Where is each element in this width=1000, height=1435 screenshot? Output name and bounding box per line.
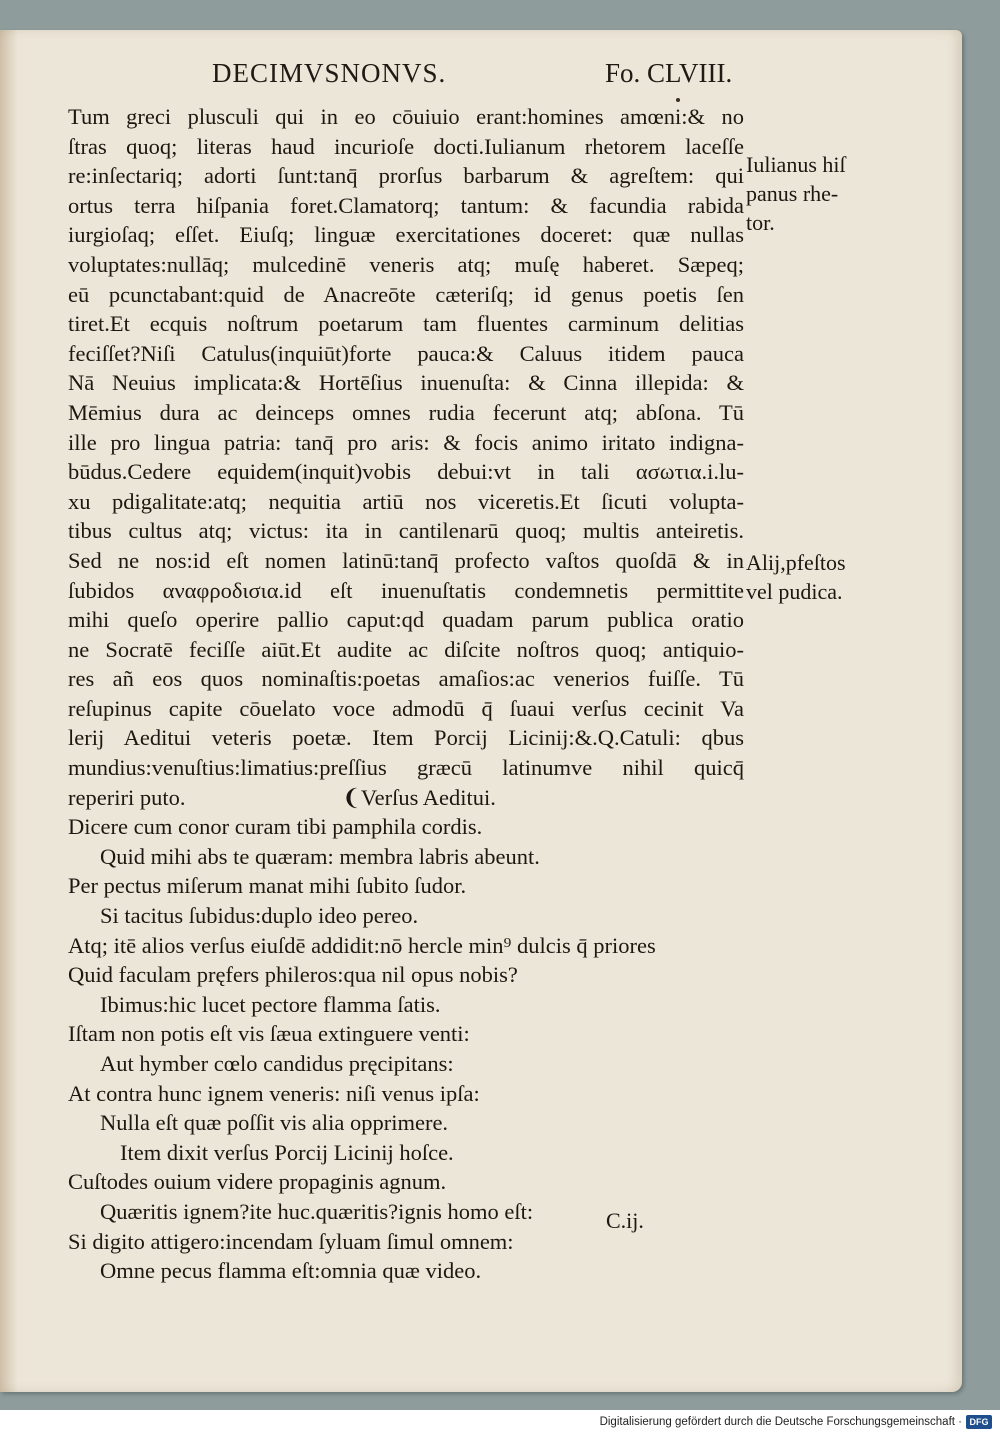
text-line: reſupinus capite cōuelato voce admodū q̄ ſuaui verſus cecinit Va [68, 695, 744, 721]
verse-line: Per pectus miſerum manat mihi ſubito ſudor. [68, 873, 467, 899]
text-line: Sed ne nos:id eſt nomen latinū:tanq̄ profecto vaſtos quoſdā & in [68, 547, 744, 573]
verse-line: Si digito attigero:incendam ſyluam ſimul omnem: [68, 1228, 514, 1254]
text-line: Tum greci plusculi qui in eo cōuiuio erant:homines amœni:& no [68, 104, 744, 129]
text-line: xu pdigalitate:atq; nequitia artiū nos viceretis.Et ſicuti volupta- [68, 488, 744, 514]
text-line: re:inſectariq; adorti ſunt:tanq̄ prorſus barbarum & agreſtem: qui [68, 163, 744, 189]
verse-line: Iſtam non potis eſt vis ſæua extinguere venti: [68, 1021, 470, 1047]
verse-line: Si tacitus ſubidus:duplo ideo pereo. [100, 903, 419, 929]
verse-line: Quid faculam pręfers phileros:qua nil opus nobis? [68, 962, 518, 988]
funding-credit: Digitalisierung gefördert durch die Deutsche Forschungsgemeinschaft · [599, 1416, 962, 1428]
text-line: res añ eos quos nominaſtis:poetas amaſios:ac venerios fuiſſe. Tū [68, 666, 744, 692]
marginal-note-line: tor. [746, 210, 775, 235]
text-line: iurgioſaq; eſſet. Eiuſq; linguæ exercitationes doceret: quæ nullas [68, 222, 744, 248]
text-line: mihi queſo operire pallio caput:qd quadam parum publica oratio [68, 607, 744, 633]
text-line: mundius:venuſtius:limatius:preſſius græcū latinumve nihil quicq̄ [68, 755, 744, 781]
dfg-logo: DFG [966, 1415, 992, 1429]
text-line-end: reperiri puto. [68, 784, 186, 810]
signature-mark: C.ij. [606, 1208, 644, 1233]
page-gutter-shadow [0, 30, 18, 1392]
text-line: voluptates:nullāq; mulcedinē veneris atq; muſę haberet. Sæpeq; [68, 251, 744, 277]
text-line: ſtras quoq; literas haud incurioſe docti.Iulianum rhetorem laceſſe [68, 133, 744, 159]
marginal-note-alij [746, 548, 956, 606]
text-line: būdus.Cedere equidem(inquit)vobis debui:vt in tali ασωτια.i.lu- [68, 459, 744, 485]
verse-line: Ibimus:hic lucet pectore flamma ſatis. [100, 991, 441, 1017]
text-line: feciſſet?Niſi Catulus(inquiūt)forte pauca:& Caluus itidem pauca [68, 340, 744, 366]
verse-line: Cuſtodes ouium videre propaginis agnum. [68, 1169, 447, 1195]
digitization-footer [0, 1410, 1000, 1435]
page-header [0, 58, 962, 98]
marginal-note-julianus [746, 150, 956, 237]
marginal-note-line: vel pudica. [746, 579, 843, 604]
verse-line: Dicere cum conor curam tibi pamphila cordis. [68, 814, 483, 840]
verse-line: Quæritis ignem?ite huc.quæritis?ignis homo eſt: [100, 1198, 534, 1224]
text-line: lerij Aeditui veteris poetæ. Item Porcij Licinij:&.Q.Catuli: qbus [68, 725, 744, 751]
text-line: tibus cultus atq; victus: ita in cantilenarū quoq; multis anteiretis. [68, 518, 744, 544]
verse-line: Aut hymber cœlo candidus pręcipitans: [100, 1051, 454, 1076]
verse-line: Nulla eſt quæ poſſit vis alia opprimere. [100, 1110, 449, 1136]
verse-line: Omne pecus flamma eſt:omnia quæ video. [100, 1258, 482, 1284]
text-line: ortus terra hiſpania foret.Clamatorq; tantum: & facundia rabida [68, 192, 744, 218]
marginal-note-line: panus rhe- [746, 181, 839, 206]
verse-line: Quid mihi abs te quæram: membra labris abeunt. [100, 843, 540, 869]
verse-heading-cue: ❨Verſus Aeditui. [342, 784, 496, 810]
text-line: Mēmius dura ac deinceps omnes rudia fecerunt atq; abſona. Tū [68, 399, 744, 425]
text-line: Nā Neuius implicata:& Hortēſius inuenuſta: & Cinna illepida: & [68, 370, 744, 396]
marginal-note-line: Alij,pfeſtos [746, 550, 846, 575]
body-text [68, 102, 744, 1286]
verse-line: Atq; itē alios verſus eiuſdē addidit:nō hercle min⁹ dulcis q̄ priores [68, 932, 656, 958]
text-line: eū pcunctabant:quid de Anacreōte cæteriſq; id genus poetis ſen [68, 281, 744, 307]
text-line: tiret.Et ecquis noſtrum poetarum tam fluentes carminum delitias [68, 311, 744, 337]
text-line-with-cue [68, 783, 744, 813]
verse-line: At contra hunc ignem veneris: niſi venus ipſa: [68, 1080, 480, 1106]
marginal-note-line: Iulianus hiſ [746, 152, 846, 177]
running-title: DECIMVSNONVS. [212, 58, 447, 88]
text-line: ille pro lingua patria: tanq̄ pro aris: & focis animo iritato indigna- [68, 429, 744, 455]
text-line: ſubidos αναφροδισια.id eſt inuenuſtatis condemnetis permittite [68, 577, 744, 603]
verse-line: Item dixit verſus Porcij Licinij hoſce. [120, 1139, 454, 1165]
folio-number: Fo. CLVIII. [605, 58, 733, 88]
text-line: ne Socratē feciſſe aiūt.Et audite ac diſcite noſtros quoq; antiquio- [68, 636, 744, 662]
